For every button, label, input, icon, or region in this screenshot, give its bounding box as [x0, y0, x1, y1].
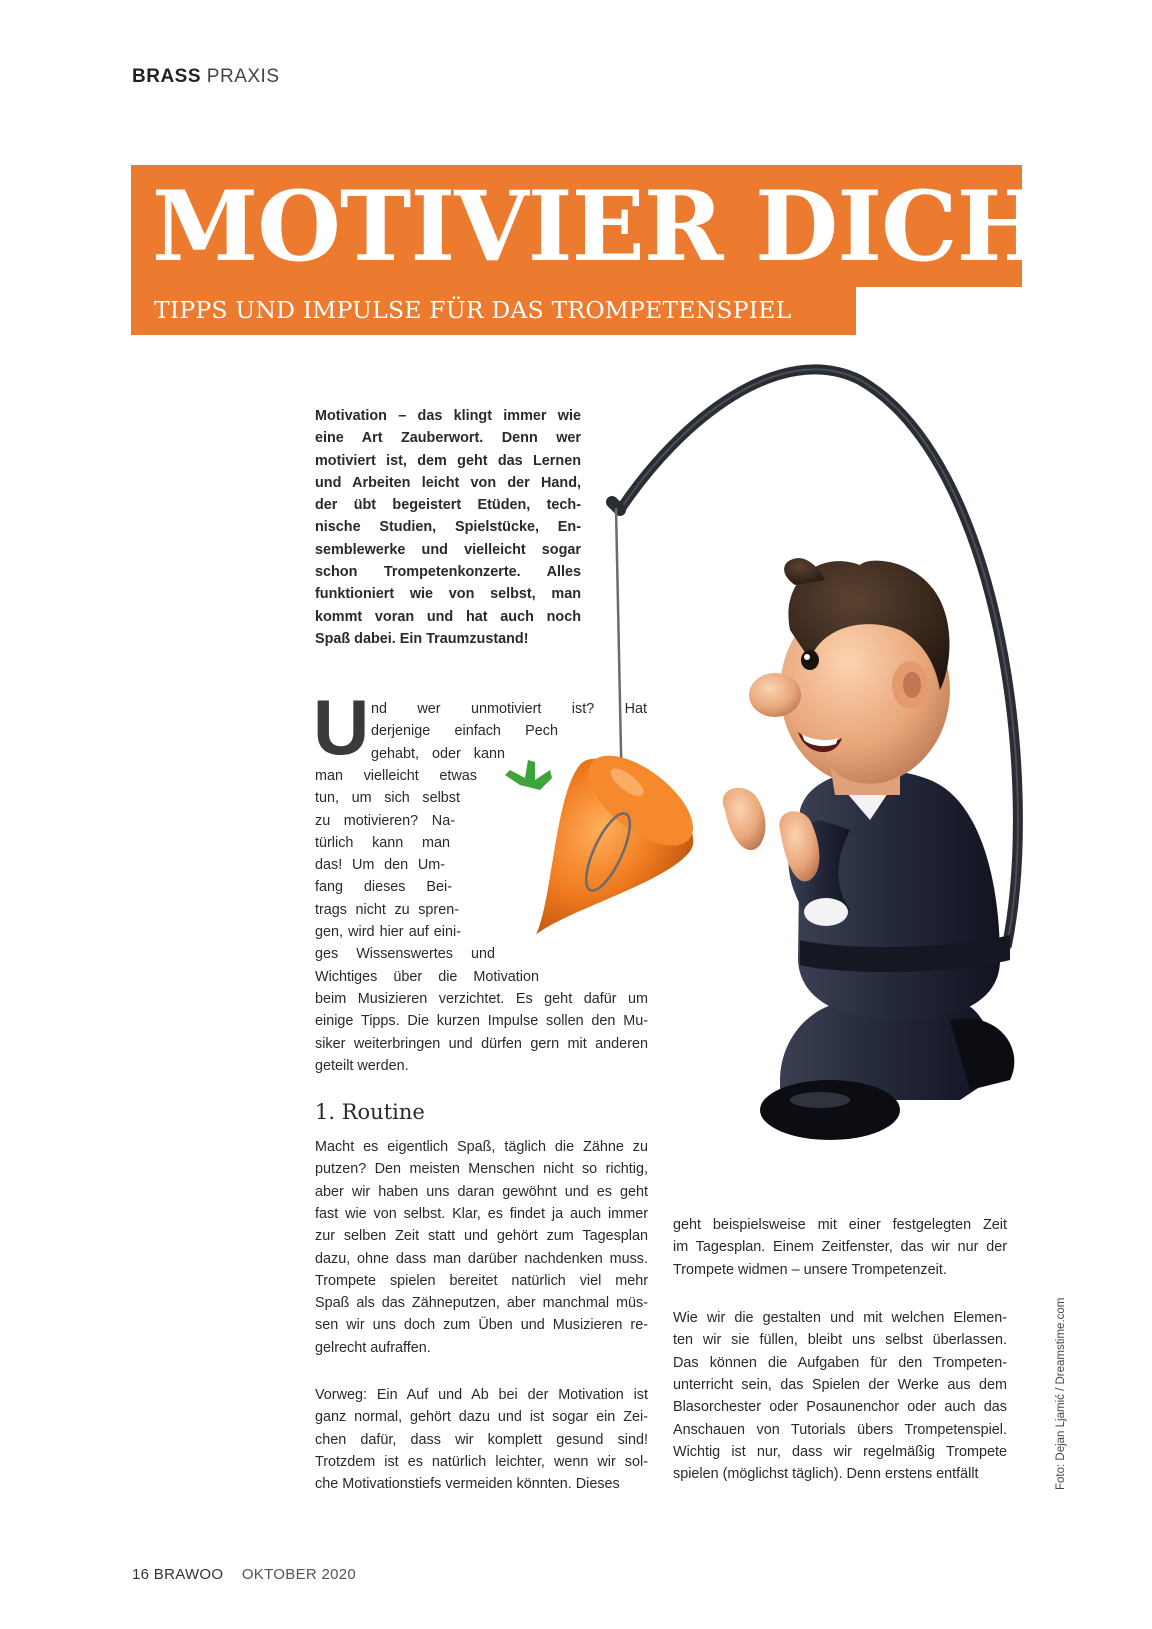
intro-line: und Arbeiten leicht von der Hand, — [315, 474, 581, 491]
body-line: siker weiterbringen und dürfen gern mit anderen — [315, 1035, 648, 1052]
body-line: geht beispielsweise mit einer festgelegten Zeit — [673, 1217, 1007, 1233]
page-title: MOTIVIER DICH! — [152, 170, 1088, 283]
body-line: Wichtiges über die Motivation — [315, 968, 539, 985]
body-line: im Tagesplan. Einem Zeitfenster, das wir nur der — [673, 1239, 1007, 1256]
body-line: Wichtig ist nur, dass wir regelmäßig Trompete — [673, 1443, 1007, 1460]
body-line: ganz normal, gehört dazu und ist sogar ein Zei- — [315, 1409, 648, 1426]
body-line: unterricht sein, das Spielen der Werke aus dem — [673, 1376, 1007, 1393]
intro-line: Motivation – das klingt immer wie — [315, 408, 581, 424]
section-heading-routine: 1. Routine — [315, 1100, 425, 1124]
body-line: tun, um sich selbst — [315, 790, 460, 807]
body-line: Das können die Aufgaben für den Trompeten- — [673, 1354, 1007, 1371]
body-line: Trompete widmen – unsere Trompetenzeit. — [673, 1261, 947, 1278]
intro-line: schon Trompetenkonzerte. Alles — [315, 564, 581, 581]
body-line: das! Um den Um- — [315, 857, 445, 874]
intro-line: eine Art Zauberwort. Denn wer — [315, 430, 581, 447]
body-line: dazu, ohne dass man darüber nachdenken muss. — [315, 1250, 648, 1267]
body-line: Spaß als das Zähneputzen, aber manchmal müs- — [315, 1295, 648, 1312]
body-line: aber wir haben uns daran gewöhnt und es geht — [315, 1183, 648, 1200]
issue-date: OKTOBER 2020 — [241, 1566, 357, 1583]
intro-line: funktioniert wie von selbst, man — [315, 586, 581, 603]
body-line: Macht es eigentlich Spaß, täglich die Zähne zu — [315, 1139, 648, 1155]
intro-line: semblewerke und vielleicht sogar — [315, 541, 581, 558]
photo-credit: Foto: Dejan Ljamić / Dreamstime.com — [1055, 1297, 1067, 1490]
intro-line: kommt voran und hat auch noch — [315, 608, 581, 625]
body-line: Trotzdem ist es natürlich leichter, wenn wir sol- — [315, 1453, 648, 1470]
body-line: spielen (möglichst täglich). Denn erstens entfällt — [673, 1466, 979, 1483]
page-subtitle: TIPPS UND IMPULSE FÜR DAS TROMPETENSPIEL — [154, 296, 792, 324]
body-line: Anschauen von Tutorials übers Trompetenspiel. — [673, 1421, 1007, 1438]
body-line: man vielleicht etwas — [315, 767, 477, 784]
body-line: sen wir uns doch zum Üben und Musizieren re- — [315, 1317, 648, 1334]
body-line: Trompete spielen bereitet natürlich viel mehr — [315, 1272, 648, 1289]
body-line: zur selben Zeit statt und gehört zum Tagesplan — [315, 1228, 648, 1245]
body-line: beim Musizieren verzichtet. Es geht dafür um — [315, 990, 648, 1007]
intro-line: motiviert ist, dem geht das Lernen — [315, 452, 581, 469]
intro-line: der übt begeistert Etüden, tech- — [315, 497, 581, 514]
body-line: einige Tipps. Die kurzen Impulse sollen den Mu- — [315, 1013, 648, 1030]
section-label-bold: BRASS — [132, 66, 202, 87]
body-line: nd wer unmotiviert ist? Hat — [371, 701, 647, 717]
section-label-light: PRAXIS — [206, 66, 280, 87]
body-line: ges Wissenswertes und — [315, 946, 495, 963]
body-line: gehabt, oder kann — [371, 745, 505, 762]
body-line: gelrecht aufraffen. — [315, 1339, 431, 1356]
body-line: putzen? Den meisten Menschen nicht so richtig, — [315, 1161, 648, 1178]
page-number: 16 — [132, 1566, 150, 1583]
body-line: Vorweg: Ein Auf und Ab bei der Motivation ist — [315, 1387, 648, 1403]
body-line: fang dieses Bei- — [315, 879, 452, 896]
drop-cap: U — [313, 683, 370, 771]
intro-line: Spaß dabei. Ein Traumzustand! — [315, 630, 529, 647]
magazine-name: BRAWOO — [153, 1566, 224, 1583]
body-line: gen, wird hier auf eini- — [315, 924, 461, 940]
body-line: Wie wir die gestalten und mit welchen Elemen- — [673, 1310, 1007, 1326]
body-line: chen dafür, dass wir komplett gesund sind! — [315, 1431, 648, 1448]
body-line: ten wir sie füllen, bleibt uns selbst überlassen. — [673, 1332, 1007, 1349]
body-line: trags nicht zu spren- — [315, 901, 459, 918]
body-line: fast wie von selbst. Klar, es findet ja auch immer — [315, 1205, 648, 1222]
body-line: Blasorchester oder Posaunenchor oder auch das — [673, 1399, 1007, 1416]
carrot-on-stick-illustration — [480, 360, 1040, 1180]
intro-line: nische Studien, Spielstücke, En- — [315, 519, 581, 536]
body-line: zu motivieren? Na- — [315, 812, 455, 829]
page-footer — [132, 1566, 356, 1583]
body-line: che Motivationstiefs vermeiden könnten. Dieses — [315, 1476, 620, 1493]
body-line: türlich kann man — [315, 834, 450, 851]
body-line: derjenige einfach Pech — [371, 723, 558, 740]
section-label — [132, 66, 280, 88]
body-line: geteilt werden. — [315, 1057, 409, 1074]
